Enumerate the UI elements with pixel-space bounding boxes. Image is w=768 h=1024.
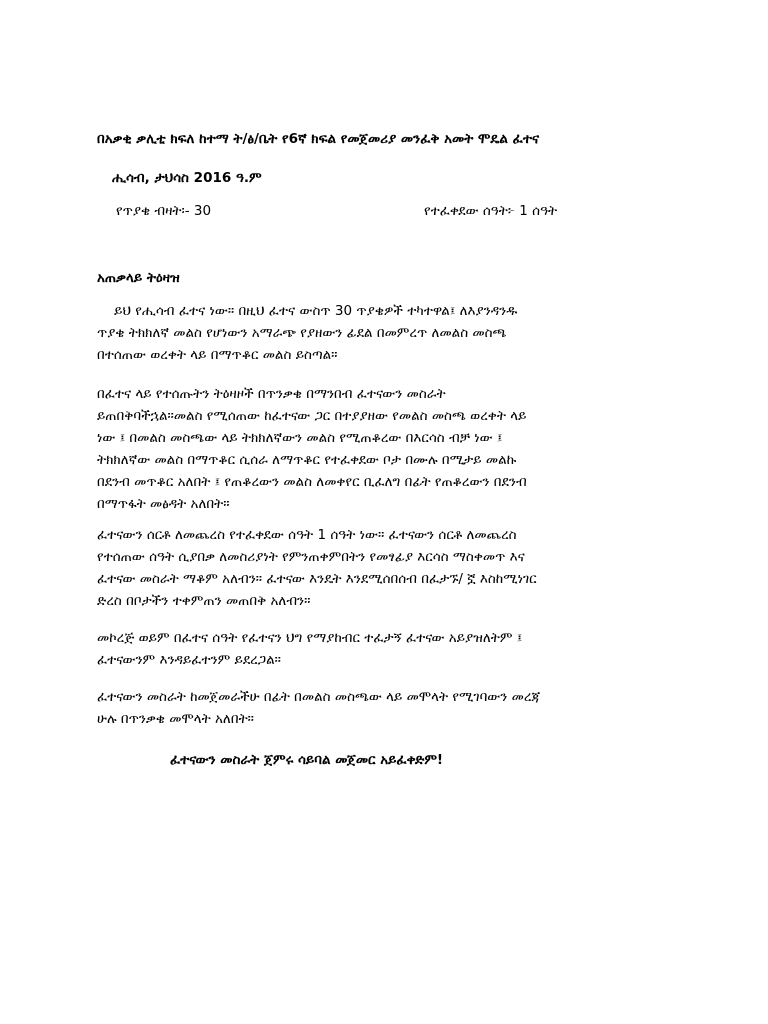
time-allowed: የተፈቀደው ሰዓት፦ 1 ሰዓት bbox=[424, 203, 558, 219]
question-count: የጥያቄ ብዛት፡- 30 bbox=[116, 203, 212, 219]
instructions-paragraph-4 bbox=[97, 627, 677, 671]
paragraph-line: በተሰጠው ወረቀት ላይ በማጥቆር መልስ ይስጣል። bbox=[97, 347, 338, 363]
paragraph-line: መኮረጅ ወይም በፈተና ሰዓት የፈተናን ህግ የማያከብር ተፈታኝ ፈተናው አይያዝለትም ፤ bbox=[97, 630, 523, 646]
paragraph-line: ፈተናውን ሰርቶ ለመጨረስ የተፈቀደው ሰዓት 1 ሰዓት ነው። ፈተናውን ሰርቶ ለመጨረስ bbox=[97, 527, 517, 543]
paragraph-line: ፈተናው መስራት ማቆም አለብን። ፈተናው እንዴት እንደሚሰበሰብ በፈታኙ/ ኟ እስከሚነገር bbox=[97, 571, 537, 587]
paragraph-line: በደንብ መጥቆር አለበት ፤ የጠቆረውን መልስ ለመቀየር ቢፈለግ በፊት የጠቆረውን በደንብ bbox=[97, 474, 527, 490]
instructions-paragraph-1 bbox=[97, 300, 677, 366]
paragraph-line: ይጠበቅባችኋል።መልስ የሚሰጠው ከፈተናው ጋር በተያያዘው የመልስ መስጫ ወረቀት ላይ bbox=[97, 408, 527, 424]
paragraph-line: ፈተናውን መስራት ከመጀመራችሁ በፊት በመልስ መስጫው ላይ መሞላት የሚገባውን መረጃ bbox=[97, 689, 541, 705]
paragraph-line: ጥያቄ ትክክለኛ መልስ የሆነውን አማራጭ የያዘውን ፊደል በመምረጥ ለመልስ መስጫ bbox=[97, 325, 507, 341]
paragraph-line: የተሰጠው ሰዓት ሲያበቃ ለመስሪያነት የምንጠቀምበትን የመፃፊያ እርሳስ ማስቀመጥ እና bbox=[97, 549, 525, 565]
paragraph-line: ትክክለኛው መልስ በማጥቆር ሲሰራ ለማጥቆር የተፈቀደው ቦታ በሙሉ በሚታይ መልኩ bbox=[97, 452, 517, 468]
paragraph-line: ድረስ በቦታችን ተቀምጠን መጠበቅ አለብን። bbox=[97, 593, 311, 609]
document-title: በአቃቂ ቃሊቲ ክፍለ ከተማ ት/ፅ/ቤት የ6ኛ ክፍል የመጀመሪያ መንፈቅ አመት ሞዴል ፈተና bbox=[97, 131, 540, 147]
paragraph-line: በፈተና ላይ የተሰጡትን ትዕዛዞች በጥንቃቄ በማንበብ ፈተናውን መስራት bbox=[97, 386, 446, 402]
paragraph-line: ነው ፤ በመልስ መስጫው ላይ ትክክለኛውን መልስ የሚጠቆረው በእርሳስ ብቻ ነው ፤ bbox=[97, 430, 503, 446]
instructions-paragraph-2 bbox=[97, 383, 677, 515]
document-subtitle: ሒሳብ, ታህሳስ 2016 ዓ.ም bbox=[112, 170, 262, 186]
paragraph-line: በማጥፋት መፅዳት አለበት። bbox=[97, 496, 230, 512]
paragraph-line: ሁሉ በጥንቃቄ መሞላት አለበት። bbox=[97, 711, 254, 727]
paragraph-line: ይህ የሒሳብ ፈተና ነው። በዚህ ፈተና ውስጥ 30 ጥያቄዎች ተካተዋል፤ ለእያንዳንዱ bbox=[97, 303, 518, 319]
instructions-paragraph-5 bbox=[97, 686, 677, 730]
closing-statement: ፈተናውን መስራት ጀምሩ ሳይባል መጀመር አይፈቀድም! bbox=[170, 752, 444, 768]
instructions-paragraph-3 bbox=[97, 524, 677, 612]
paragraph-line: ፈተናውንም እንዳይፈተንም ይደረጋል። bbox=[97, 652, 281, 668]
instructions-heading: አጠቃላይ ትዕዛዝ bbox=[97, 270, 180, 286]
